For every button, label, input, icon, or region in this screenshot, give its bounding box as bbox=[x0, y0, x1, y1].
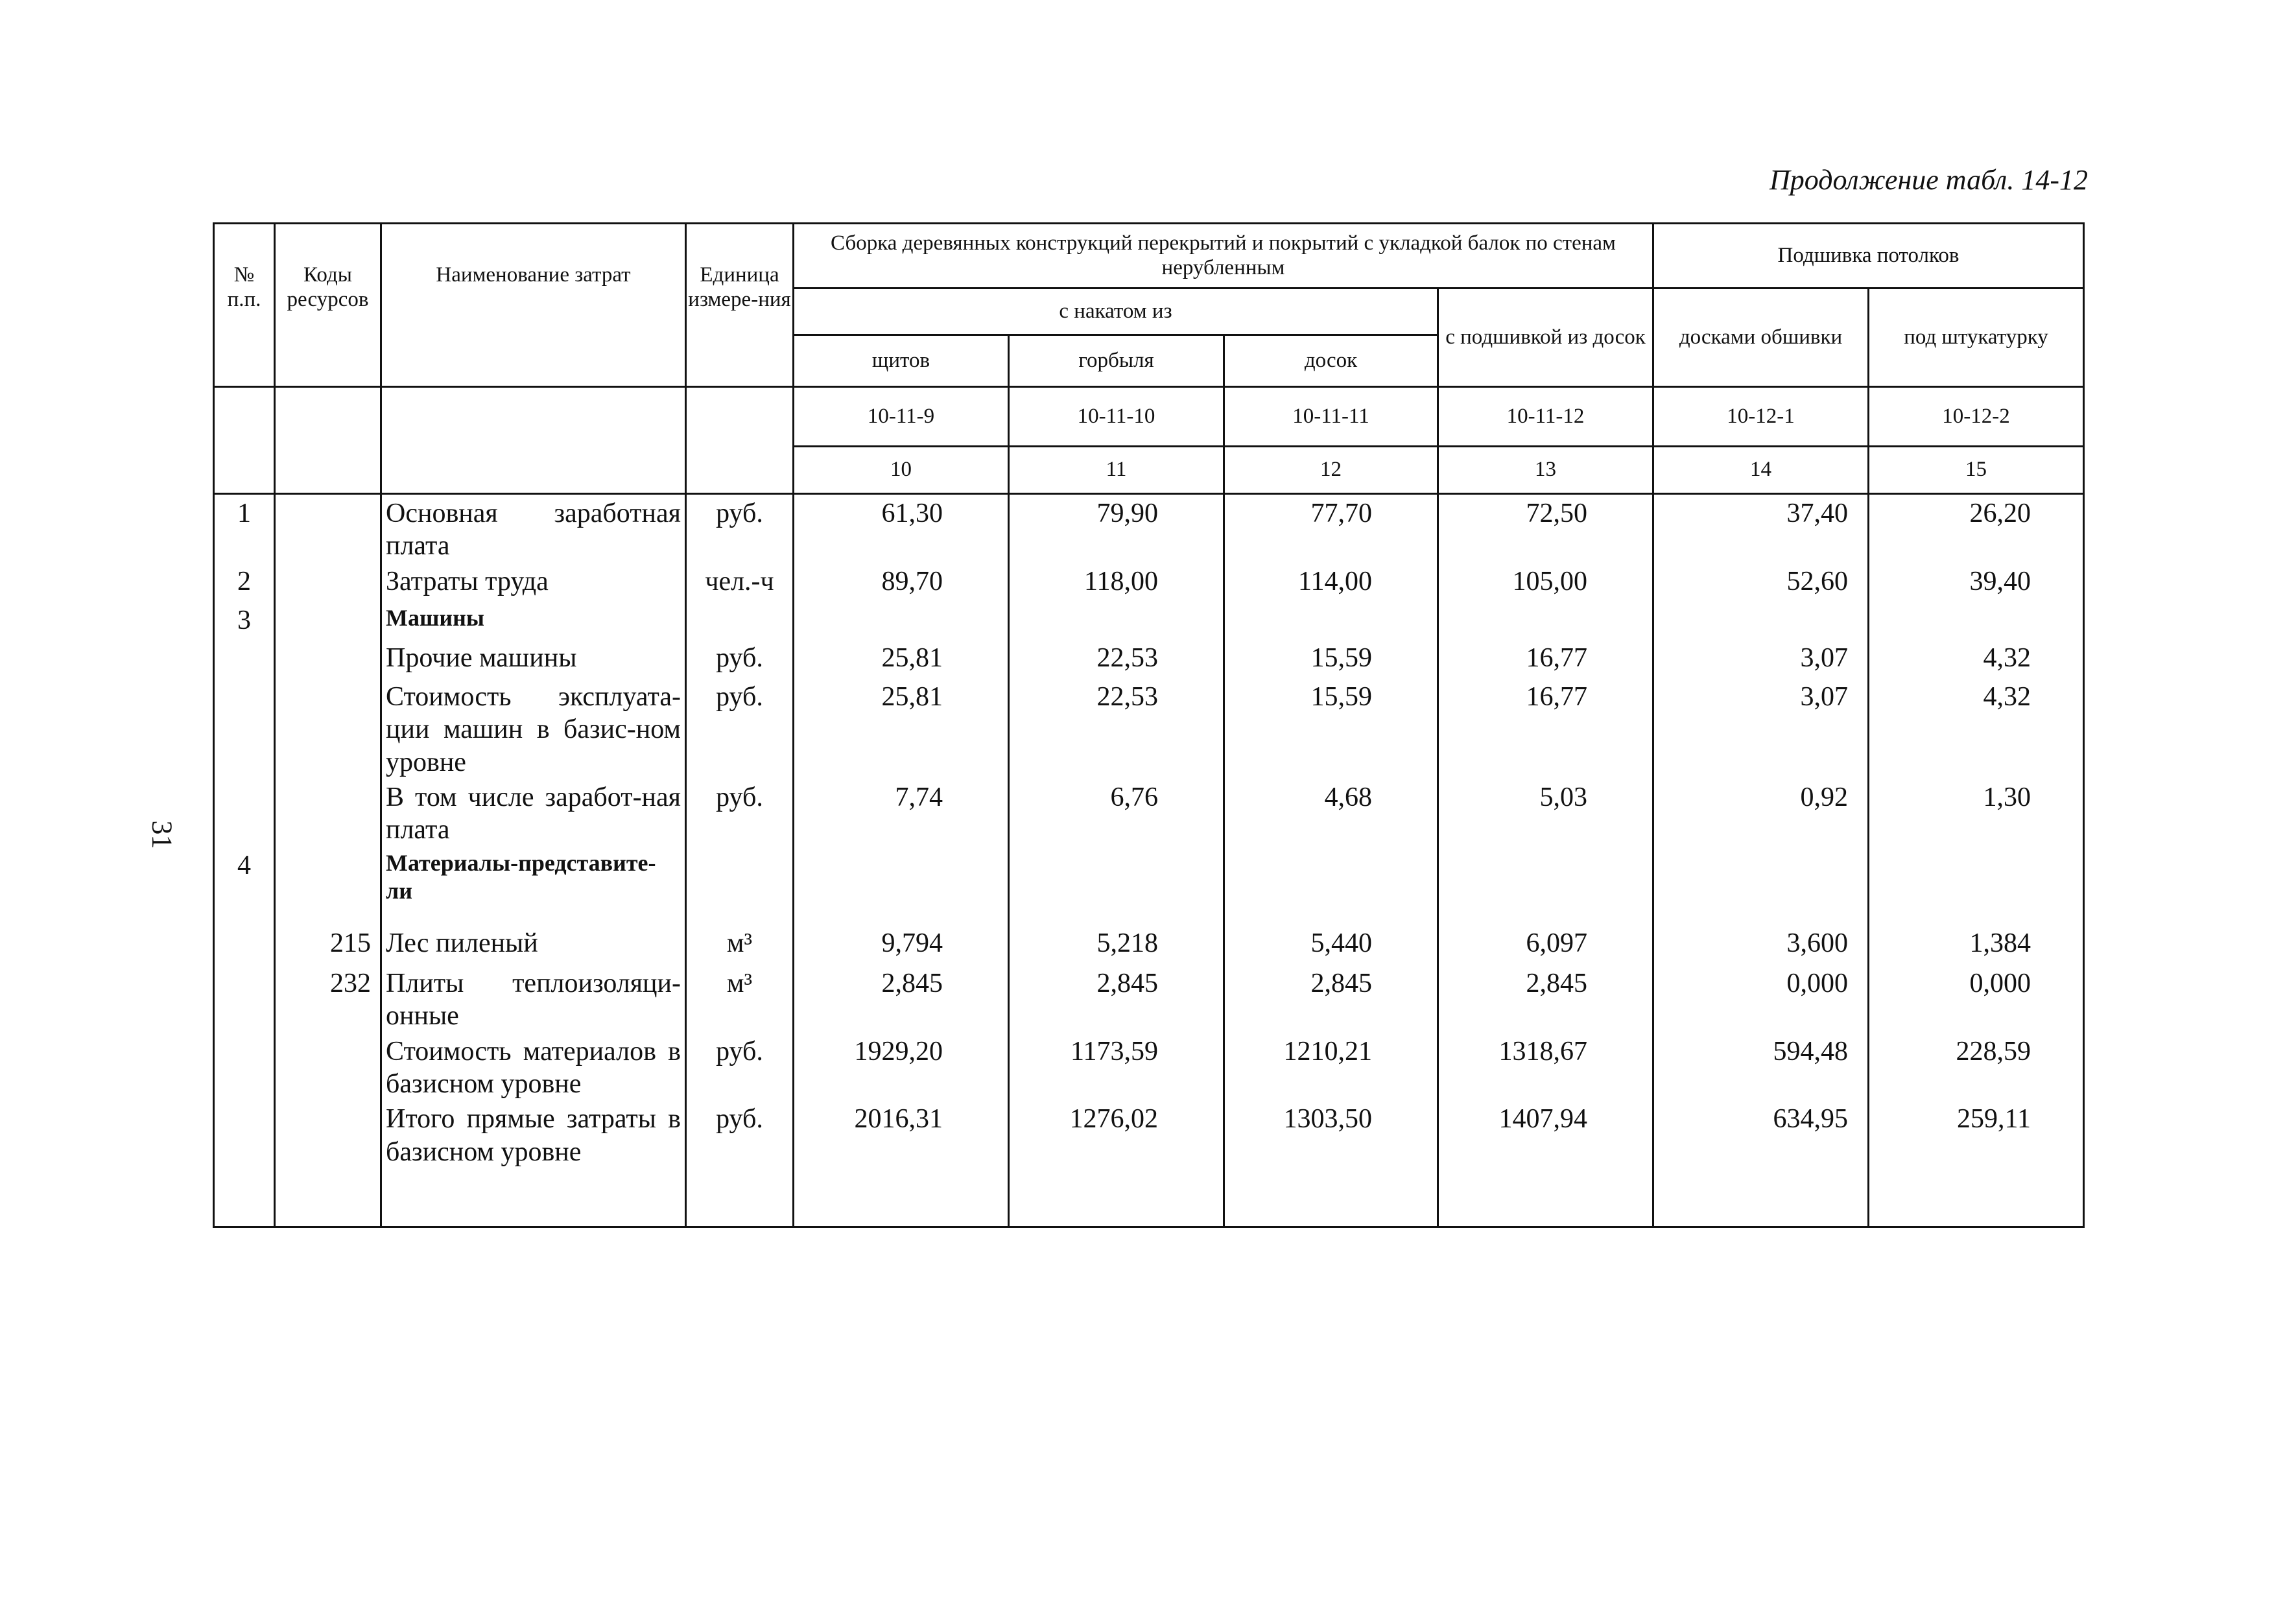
unit-of-measure bbox=[686, 602, 794, 639]
resource-code bbox=[275, 563, 381, 602]
resource-code: 232 bbox=[275, 965, 381, 1033]
resource-code-cell: 10-11-10 bbox=[1009, 387, 1224, 447]
col-subheader-shchitov: щитов bbox=[794, 335, 1009, 387]
value-cell bbox=[1438, 847, 1653, 924]
value-cell bbox=[1009, 847, 1224, 924]
value-cell: 22,53 bbox=[1009, 639, 1224, 678]
value-cell: 1318,67 bbox=[1438, 1033, 1653, 1101]
col-subheader-nakat: с накатом из bbox=[794, 288, 1438, 335]
value-cell: 259,11 bbox=[1869, 1100, 2084, 1168]
value-cell: 15,59 bbox=[1224, 678, 1438, 779]
page-number: 31 bbox=[146, 820, 178, 849]
value-cell: 1173,59 bbox=[1009, 1033, 1224, 1101]
col-header-codes: Коды ресурсов bbox=[275, 224, 381, 387]
resource-code bbox=[275, 1033, 381, 1101]
row-number bbox=[214, 1100, 275, 1168]
cost-name: Лес пиленый bbox=[381, 924, 686, 965]
value-cell: 79,90 bbox=[1009, 494, 1224, 563]
value-cell: 2,845 bbox=[1438, 965, 1653, 1033]
value-cell: 3,600 bbox=[1653, 924, 1869, 965]
unit-of-measure: руб. bbox=[686, 639, 794, 678]
cost-name: Стоимость материалов в базисном уровне bbox=[381, 1033, 686, 1101]
row-number: 1 bbox=[214, 494, 275, 563]
table-row bbox=[214, 847, 2084, 924]
value-cell: 39,40 bbox=[1869, 563, 2084, 602]
col-header-name: Наименование затрат bbox=[381, 224, 686, 387]
value-cell: 1407,94 bbox=[1438, 1100, 1653, 1168]
value-cell bbox=[1869, 602, 2084, 639]
value-cell: 77,70 bbox=[1224, 494, 1438, 563]
column-number-cell: 15 bbox=[1869, 447, 2084, 494]
header-spacer bbox=[381, 387, 686, 494]
value-cell: 1,384 bbox=[1869, 924, 2084, 965]
col-group-ceiling: Подшивка потолков bbox=[1653, 224, 2084, 288]
col-subheader-podshivka: с подшивкой из досок bbox=[1438, 288, 1653, 387]
value-cell: 52,60 bbox=[1653, 563, 1869, 602]
table-row bbox=[214, 1100, 2084, 1168]
value-cell: 1,30 bbox=[1869, 779, 2084, 847]
unit-of-measure: чел.-ч bbox=[686, 563, 794, 602]
value-cell: 9,794 bbox=[794, 924, 1009, 965]
value-cell bbox=[1653, 602, 1869, 639]
row-number bbox=[214, 965, 275, 1033]
value-cell: 25,81 bbox=[794, 639, 1009, 678]
table-row bbox=[214, 678, 2084, 779]
resource-code bbox=[275, 494, 381, 563]
unit-of-measure bbox=[686, 847, 794, 924]
value-cell: 228,59 bbox=[1869, 1033, 2084, 1101]
value-cell: 16,77 bbox=[1438, 678, 1653, 779]
value-cell: 89,70 bbox=[794, 563, 1009, 602]
col-group-assembly: Сборка деревянных конструкций перекрытий и покрытий с укладкой балок по стенам нерубленным bbox=[794, 224, 1653, 288]
header-spacer bbox=[686, 387, 794, 494]
value-cell: 1303,50 bbox=[1224, 1100, 1438, 1168]
value-cell: 6,76 bbox=[1009, 779, 1224, 847]
value-cell: 5,218 bbox=[1009, 924, 1224, 965]
column-number-cell: 14 bbox=[1653, 447, 1869, 494]
table-row bbox=[214, 563, 2084, 602]
row-number: 3 bbox=[214, 602, 275, 639]
value-cell: 5,03 bbox=[1438, 779, 1653, 847]
value-cell: 26,20 bbox=[1869, 494, 2084, 563]
value-cell: 105,00 bbox=[1438, 563, 1653, 602]
row-number: 2 bbox=[214, 563, 275, 602]
col-header-unit: Единица измере-ния bbox=[686, 224, 794, 387]
resource-code-cell: 10-11-12 bbox=[1438, 387, 1653, 447]
table-row bbox=[214, 494, 2084, 563]
row-number bbox=[214, 678, 275, 779]
value-cell bbox=[1009, 602, 1224, 639]
col-subheader-doski-obshivki: досками обшивки bbox=[1653, 288, 1869, 387]
resource-code bbox=[275, 847, 381, 924]
table-row bbox=[214, 602, 2084, 639]
unit-of-measure: руб. bbox=[686, 1033, 794, 1101]
resource-code-cell: 10-11-11 bbox=[1224, 387, 1438, 447]
resource-code bbox=[275, 602, 381, 639]
table-row bbox=[214, 779, 2084, 847]
unit-of-measure: руб. bbox=[686, 678, 794, 779]
value-cell: 118,00 bbox=[1009, 563, 1224, 602]
row-number bbox=[214, 639, 275, 678]
value-cell: 2,845 bbox=[1009, 965, 1224, 1033]
value-cell bbox=[1224, 602, 1438, 639]
value-cell: 1929,20 bbox=[794, 1033, 1009, 1101]
col-subheader-dosok: досок bbox=[1224, 335, 1438, 387]
column-number-cell: 10 bbox=[794, 447, 1009, 494]
value-cell bbox=[1224, 847, 1438, 924]
resource-code bbox=[275, 1100, 381, 1168]
value-cell bbox=[794, 602, 1009, 639]
row-number bbox=[214, 1033, 275, 1101]
column-number-cell: 13 bbox=[1438, 447, 1653, 494]
value-cell: 72,50 bbox=[1438, 494, 1653, 563]
value-cell: 6,097 bbox=[1438, 924, 1653, 965]
value-cell bbox=[1653, 847, 1869, 924]
cost-name: Материалы-представите-ли bbox=[381, 847, 686, 924]
header-spacer bbox=[214, 387, 275, 494]
value-cell: 0,000 bbox=[1653, 965, 1869, 1033]
row-number bbox=[214, 779, 275, 847]
cost-name: Итого прямые затраты в базисном уровне bbox=[381, 1100, 686, 1168]
unit-of-measure: руб. bbox=[686, 1100, 794, 1168]
unit-of-measure: руб. bbox=[686, 494, 794, 563]
value-cell: 0,000 bbox=[1869, 965, 2084, 1033]
column-number-cell: 12 bbox=[1224, 447, 1438, 494]
value-cell: 25,81 bbox=[794, 678, 1009, 779]
cost-name: Основная заработная плата bbox=[381, 494, 686, 563]
resource-code bbox=[275, 639, 381, 678]
value-cell: 594,48 bbox=[1653, 1033, 1869, 1101]
resource-code: 215 bbox=[275, 924, 381, 965]
row-number bbox=[214, 924, 275, 965]
value-cell: 22,53 bbox=[1009, 678, 1224, 779]
table-row bbox=[214, 639, 2084, 678]
value-cell: 1210,21 bbox=[1224, 1033, 1438, 1101]
cost-name: Затраты труда bbox=[381, 563, 686, 602]
value-cell: 114,00 bbox=[1224, 563, 1438, 602]
value-cell bbox=[1438, 602, 1653, 639]
cost-table bbox=[213, 222, 2085, 1228]
resource-code bbox=[275, 678, 381, 779]
table-row bbox=[214, 1033, 2084, 1101]
value-cell: 2016,31 bbox=[794, 1100, 1009, 1168]
value-cell: 4,32 bbox=[1869, 678, 2084, 779]
row-number: 4 bbox=[214, 847, 275, 924]
value-cell: 1276,02 bbox=[1009, 1100, 1224, 1168]
header-spacer bbox=[275, 387, 381, 494]
value-cell: 15,59 bbox=[1224, 639, 1438, 678]
value-cell: 3,07 bbox=[1653, 639, 1869, 678]
value-cell: 37,40 bbox=[1653, 494, 1869, 563]
cost-name: Плиты теплоизоляци-онные bbox=[381, 965, 686, 1033]
resource-code-cell: 10-11-9 bbox=[794, 387, 1009, 447]
cost-name: Стоимость эксплуата-ции машин в базис-ном уровне bbox=[381, 678, 686, 779]
unit-of-measure: руб. bbox=[686, 779, 794, 847]
value-cell: 634,95 bbox=[1653, 1100, 1869, 1168]
cost-name: Машины bbox=[381, 602, 686, 639]
value-cell: 0,92 bbox=[1653, 779, 1869, 847]
value-cell: 3,07 bbox=[1653, 678, 1869, 779]
resource-code-cell: 10-12-2 bbox=[1869, 387, 2084, 447]
unit-of-measure: м³ bbox=[686, 924, 794, 965]
value-cell: 7,74 bbox=[794, 779, 1009, 847]
value-cell bbox=[794, 847, 1009, 924]
value-cell: 16,77 bbox=[1438, 639, 1653, 678]
col-subheader-gorbylya: горбыля bbox=[1009, 335, 1224, 387]
table-body bbox=[214, 494, 2084, 1227]
value-cell: 2,845 bbox=[794, 965, 1009, 1033]
cost-name: Прочие машины bbox=[381, 639, 686, 678]
table-row bbox=[214, 965, 2084, 1033]
value-cell: 5,440 bbox=[1224, 924, 1438, 965]
cost-name: В том числе заработ-ная плата bbox=[381, 779, 686, 847]
value-cell: 61,30 bbox=[794, 494, 1009, 563]
col-subheader-shtukaturka: под штукатурку bbox=[1869, 288, 2084, 387]
resource-code bbox=[275, 779, 381, 847]
value-cell: 4,32 bbox=[1869, 639, 2084, 678]
table-filler-row bbox=[214, 1168, 2084, 1227]
column-number-cell: 11 bbox=[1009, 447, 1224, 494]
table-row bbox=[214, 924, 2084, 965]
col-header-num: № п.п. bbox=[214, 224, 275, 387]
resource-code-cell: 10-12-1 bbox=[1653, 387, 1869, 447]
value-cell bbox=[1869, 847, 2084, 924]
unit-of-measure: м³ bbox=[686, 965, 794, 1033]
value-cell: 4,68 bbox=[1224, 779, 1438, 847]
value-cell: 2,845 bbox=[1224, 965, 1438, 1033]
table-caption: Продолжение табл. 14-12 bbox=[1770, 164, 2088, 196]
